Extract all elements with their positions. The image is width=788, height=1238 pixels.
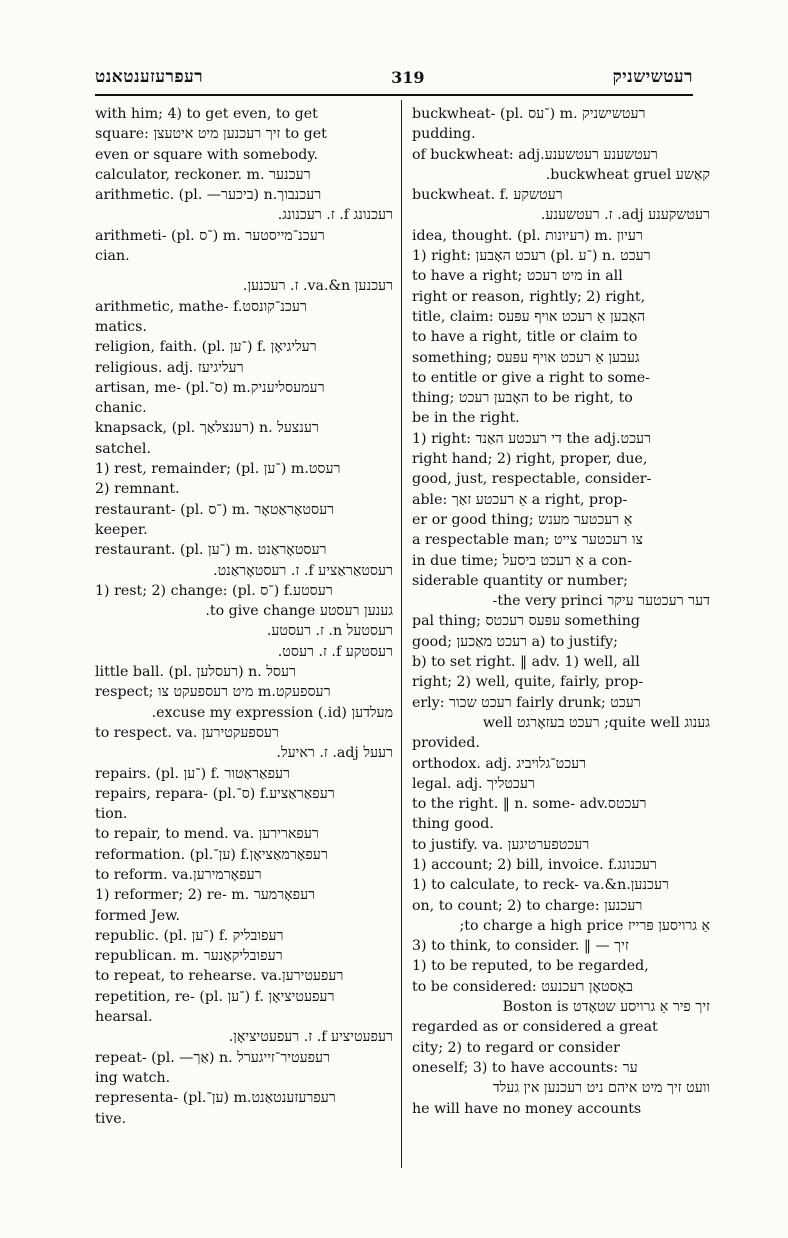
entry-line: provided. (412, 735, 481, 752)
entry-line: right hand; 2) right, proper, due, (412, 451, 648, 468)
entry-line: cian. (95, 248, 130, 265)
entry-line: republic. (pl. ־ען) f. רעפובליק (95, 927, 284, 944)
entry-line: buckwheat. f. רעטשקע (412, 187, 563, 204)
entry-line: legal. adj. רעכטליך (412, 775, 535, 792)
entry-line: republican. m. רעפובליקאַנער (95, 948, 283, 965)
column-divider (401, 100, 402, 1168)
entry-line: 1) right: די רעכטע האַנד the adj.רעכט (412, 430, 652, 447)
entry-line: 1) to be reputed, to be regarded, (412, 958, 649, 975)
entry-line: pal thing; עפּעס רעכטס something (412, 613, 640, 630)
entry-line: אַ גרויסען פּרייז to charge a high price; (459, 917, 710, 934)
entry-line: 1) account; 2) bill, invoice. f.רעכנונג (412, 856, 657, 873)
entry-line: to be considered: באָסטאָן רעכנעט (412, 978, 633, 995)
entry-line: to repeat, to rehearse. va.רעפעטירען (95, 968, 344, 985)
entry-line: he will have no money accounts (412, 1100, 642, 1117)
entry-line: pudding. (412, 126, 476, 143)
entry-line: representa- (pl.ען־) m.רעפרעזענטאַנט (95, 1090, 336, 1107)
entry-line: thing; האָבען רעכט to be right, to (412, 390, 633, 407)
entry-line: 1) right: רעכט האָבען (pl. ־ע) n. רעכט (412, 248, 651, 265)
entry-line: רעטשקענע adj. ז. רעטשענע. (540, 207, 710, 224)
entry-line: even or square with somebody. (95, 146, 318, 163)
header-rule (95, 94, 693, 96)
entry-line (95, 266, 393, 276)
entry-line: something; געבען אַ רעכט אויף עפּעס (412, 349, 640, 366)
entry-line: to justify. va. רעכטפערטיגען (412, 836, 590, 853)
entry-line: on, to count; 2) to charge: רעכנען (412, 897, 643, 914)
entry-line: arithmetic. (pl. —ביכער) n.רעכנבוך (95, 187, 322, 204)
entry-line: רעסטעל n. ז. רעסטע. (266, 623, 393, 640)
entry-line: er or good thing; אַ רעכטער מענש (412, 511, 633, 528)
entry-line: chanic. (95, 400, 147, 417)
entry-line: repairs, repara- (pl.ס־) f.רעפאַראַציע (95, 785, 335, 802)
entry-line: 1) reformer; 2) re- m. רעפאָרמער (95, 887, 316, 904)
entry-line: idea, thought. (pl. רעיונות) m. רעיון (412, 227, 643, 244)
entry-line: restaurant. (pl. ־ען) m. רעסטאָראַנט (95, 542, 327, 559)
entry-line: ing watch. (95, 1069, 171, 1086)
entry-line: to respect. va. רעספעקטירען (95, 724, 279, 741)
entry-line: satchel. (95, 440, 151, 457)
entry-line: religious. adj. רעליגיעז (95, 359, 244, 376)
entry-line: square: זיך רעכנען מיט איטעצן to get (95, 126, 327, 143)
entry-line: זיך פיר אַ גרויסע שטאָדט Boston is (502, 999, 710, 1016)
entry-line: religion, faith. (pl. ־ען) f. רעליגיאָן (95, 339, 317, 356)
entry-line: arithmetic, mathe- f.רעכנ־קונסט (95, 298, 307, 315)
entry-line: matics. (95, 318, 147, 335)
entry-line: גענען רעסטע to give change. (205, 603, 393, 620)
entry-line: able: אַ רעכטע זאַך a right, prop- (412, 491, 628, 508)
entry-line: siderable quantity or number; (412, 572, 628, 589)
entry-line: מעלדען (id.) excuse my expression. (151, 704, 393, 721)
entry-line: tive. (95, 1110, 127, 1127)
entry-line: 1) rest, remainder; (pl. ־ען) m.רעסט (95, 461, 341, 478)
entry-line: דער רעכטער עיקר the very princi- (492, 593, 710, 610)
entry-line: city; 2) to regard or consider (412, 1039, 620, 1056)
header-right-word: רעטשישניק (612, 67, 693, 87)
entry-line: formed Jew. (95, 907, 181, 924)
entry-line: רעכנונג f. ז. רעכנונג. (277, 207, 393, 224)
entry-line: a respectable man; צו רעכטער צייט (412, 532, 643, 549)
entry-line: רעעל adj. ז. ראיעל. (276, 745, 393, 762)
entry-line: 3) to think, to consider. ‖ — זיך (412, 938, 629, 955)
entry-line: רעפעטיציע f. ז. רעפעטיציאָן. (228, 1029, 393, 1046)
entry-line: buckwheat- (pl. ־עס) m. רעטשישניק (412, 106, 646, 122)
entry-line: good, just, respectable, consider- (412, 471, 652, 488)
entry-line: arithmeti- (pl. ־ס) m. רעכנ־מייסטער (95, 227, 325, 244)
entry-line: b) to set right. ‖ adv. 1) well, all (412, 654, 640, 671)
running-header (95, 62, 693, 92)
entry-line: knapsack, (pl. רענצלאַך) n. רענצעל (95, 420, 319, 437)
entry-line: with him; 4) to get even, to get (95, 106, 318, 122)
entry-line: קאַשע buckwheat gruel. (545, 166, 710, 183)
entry-line: thing good. (412, 816, 494, 833)
entry-line: artisan, me- (pl.ס־) m.רעמעסליעניק (95, 379, 325, 396)
entry-line: 1) to calculate, to reck- va.&n.רעכנען (412, 877, 669, 894)
entry-line: title, claim: האָבען אַ רעכט אויף עפּעס (412, 308, 646, 325)
entry-line: 2) remnant. (95, 481, 180, 498)
page-number: 319 (391, 67, 425, 87)
entry-line: repairs. (pl. ־ען) f. רעפאַראַטור (95, 765, 291, 782)
entry-line: גענוג quite well; רעכט בעזאָרגט well (482, 714, 710, 731)
entry-line: restaurant- (pl. ־ס) m. רעסטאָראַטאָר (95, 501, 335, 518)
entry-line: to the right. ‖ n. some- adv.רעכטס (412, 796, 647, 813)
entry-line: regarded as or considered a great (412, 1019, 658, 1036)
entry-line: hearsal. (95, 1009, 153, 1026)
entry-line: oneself; 3) to have accounts: ער (412, 1059, 638, 1076)
entry-line: רעסטאַראַציע f. ז. רעסטאָראַנט. (213, 562, 393, 579)
entry-line: be in the right. (412, 410, 520, 427)
entry-line: little ball. (pl. רעסלען) n. רעסל (95, 664, 297, 681)
entry-line: 1) rest; 2) change: (pl. ־ס) f.רעסטע (95, 582, 333, 599)
entry-line: to repair, to mend. va. רעפארירען (95, 826, 319, 843)
entry-line: good; רעכט מאַכען a) to justify; (412, 633, 618, 650)
entry-line: וועט זיך מיט איהם ניט רעכנען אין געלד (492, 1080, 710, 1097)
entry-line: reformation. (pl.ען־) f.רעפאָרמאַציאָן (95, 846, 328, 863)
entry-line: orthodox. adj. רעכט־גלויביג (412, 755, 587, 772)
entry-line: respect; מיט רעספעקט צו m.רעספעקט (95, 684, 331, 701)
right-column (412, 104, 710, 1119)
entry-line: to have a right, title or claim to (412, 329, 638, 346)
entry-line: keeper. (95, 521, 148, 538)
entry-line: רעכנען va.&n. ז. רעכנען. (242, 278, 393, 295)
entry-line: erly: רעכט שכור fairly drunk; רעכט (412, 694, 641, 711)
entry-line: of buckwheat: adj.רעטשענע רעטשענע (412, 146, 658, 163)
entry-line: calculator, reckoner. m. רעכנער (95, 166, 311, 183)
left-column (95, 104, 393, 1129)
entry-line: רעסטקע f. ז. רעסט. (277, 643, 393, 660)
entry-line: to reform. va.רעפאָרמירען (95, 866, 262, 883)
entry-line: to entitle or give a right to some- (412, 369, 650, 386)
entry-line: in due time; אַ רעכט ביסעל a con- (412, 552, 632, 569)
entry-line: repetition, re- (pl. ־ען) f. רעפעטיציאָן (95, 988, 335, 1005)
entry-line: right or reason, rightly; 2) right, (412, 288, 646, 305)
header-left-word: רעפרעזענטאנט (95, 67, 204, 87)
entry-line: to have a right; מיט רעכט in all (412, 268, 623, 285)
entry-line: tion. (95, 806, 128, 823)
entry-line: repeat- (pl. —אַך) n. רעפעטיר־זייגערל (95, 1049, 331, 1066)
entry-line: right; 2) well, quite, fairly, prop- (412, 674, 644, 691)
